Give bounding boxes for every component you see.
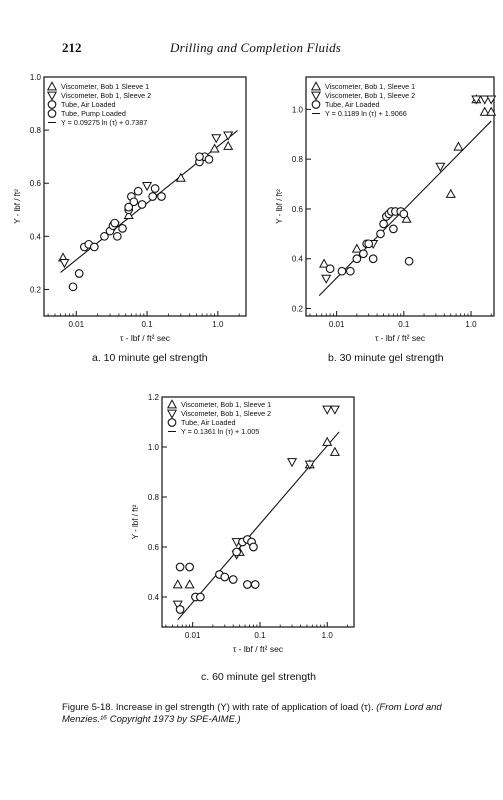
x-tick-label: 1.0 xyxy=(212,320,224,329)
data-point xyxy=(347,267,355,275)
data-point xyxy=(114,233,122,241)
figure-caption xyxy=(62,702,457,726)
legend-entry: Viscometer, Bob 1, Sleeve 1 xyxy=(181,400,272,409)
legend-entry: Y = 0.1361 ln (τ) + 1.005 xyxy=(181,427,260,436)
y-tick-label: 0.4 xyxy=(29,232,41,242)
chart-a xyxy=(13,73,246,343)
subcaption-c: c. 60 minute gel strength xyxy=(201,671,316,683)
caption-main: Figure 5-18. Increase in gel strength (Y) with rate of application of load (τ). xyxy=(62,702,374,713)
y-tick-label: 1.0 xyxy=(147,443,159,452)
data-point xyxy=(331,448,339,456)
legend-marker xyxy=(312,101,320,109)
data-point xyxy=(229,576,237,584)
legend-marker xyxy=(168,410,176,418)
data-point xyxy=(369,255,377,263)
data-point xyxy=(377,230,385,238)
data-point xyxy=(134,187,142,195)
y-tick-label: 0.4 xyxy=(291,254,303,264)
data-point xyxy=(405,257,413,265)
legend-entry: Viscometer, Bob 1, Sleeve 2 xyxy=(325,91,416,100)
data-point xyxy=(111,219,119,227)
page-number: 212 xyxy=(62,40,82,55)
data-point xyxy=(69,283,77,291)
x-tick-label: 0.01 xyxy=(68,320,85,329)
data-point xyxy=(365,240,373,248)
x-tick-label: 1.0 xyxy=(465,320,477,329)
data-point xyxy=(177,174,185,182)
data-point xyxy=(251,581,259,589)
x-tick-label: 0.1 xyxy=(254,631,266,640)
y-tick-label: 1.0 xyxy=(29,73,41,82)
caption-source: (From Lord and Menzies.¹⁶ Copyright 1973 by SPE-AIME.) xyxy=(62,702,442,725)
data-point xyxy=(326,265,334,273)
data-point xyxy=(205,156,213,164)
data-point xyxy=(196,153,204,161)
data-point xyxy=(353,255,361,263)
y-tick-label: 0.2 xyxy=(291,304,303,314)
x-tick-label: 0.01 xyxy=(328,320,345,329)
y-tick-label: 0.8 xyxy=(147,493,159,502)
legend-entry: Y = 0.1189 ln (τ) + 1.9066 xyxy=(325,109,407,118)
data-point xyxy=(75,270,83,278)
data-point xyxy=(151,185,159,193)
data-point xyxy=(331,406,339,414)
data-point xyxy=(91,243,99,251)
legend-entry: Tube, Air Loaded xyxy=(61,100,116,109)
data-point xyxy=(176,563,184,571)
data-point xyxy=(244,581,252,589)
running-title: Drilling and Completion Fluids xyxy=(170,40,342,55)
data-point xyxy=(138,201,146,209)
data-point xyxy=(174,580,182,588)
subcaption-a: a. 10 minute gel strength xyxy=(92,352,208,364)
data-point xyxy=(380,220,388,228)
y-tick-label: 0.6 xyxy=(291,204,303,214)
chart-b xyxy=(275,77,495,343)
chart-c xyxy=(131,393,354,654)
legend-marker xyxy=(48,92,56,100)
x-axis-label: τ - lbf / ft² sec xyxy=(232,644,284,654)
data-point xyxy=(390,225,398,233)
data-point xyxy=(250,543,258,551)
legend-marker xyxy=(48,82,56,90)
data-point xyxy=(176,606,184,614)
legend-entry: Viscometer, Bob 1 Sleeve 1 xyxy=(61,82,150,91)
x-tick-label: 0.1 xyxy=(141,320,153,329)
data-point xyxy=(400,210,408,218)
data-point xyxy=(186,563,194,571)
data-point xyxy=(224,142,232,150)
y-axis-label: Y - lbf / ft² xyxy=(131,504,140,540)
data-point xyxy=(322,275,330,283)
data-point xyxy=(323,406,331,414)
legend-marker xyxy=(312,82,320,90)
y-axis-label: Y - lbf / ft² xyxy=(275,189,284,224)
data-point xyxy=(158,193,166,201)
legend-marker xyxy=(48,110,56,118)
y-tick-label: 0.4 xyxy=(147,593,159,602)
y-tick-label: 1.0 xyxy=(291,105,303,115)
y-tick-label: 1.2 xyxy=(147,393,159,402)
y-tick-label: 0.6 xyxy=(29,179,41,189)
data-point xyxy=(210,145,218,153)
legend-entry: Viscometer, Bob 1, Sleeve 2 xyxy=(61,91,152,100)
data-point xyxy=(197,593,205,601)
x-axis-label: τ - lbf / ft² sec xyxy=(119,333,171,343)
x-axis-label: τ - lbf / ft² sec xyxy=(374,333,426,343)
legend-marker xyxy=(168,419,176,427)
data-point xyxy=(125,203,133,211)
data-point xyxy=(447,190,455,198)
legend-entry: Tube, Air Loaded xyxy=(325,100,380,109)
legend-marker xyxy=(48,101,56,109)
x-tick-label: 0.01 xyxy=(184,631,201,640)
data-point xyxy=(288,459,296,467)
y-tick-label: 0.8 xyxy=(291,155,303,165)
y-tick-label: 0.6 xyxy=(147,543,159,552)
data-point xyxy=(233,548,241,556)
data-point xyxy=(185,580,193,588)
legend-entry: Tube, Air Loaded xyxy=(181,418,236,427)
legend-marker xyxy=(312,92,320,100)
legend-marker xyxy=(168,400,176,408)
data-point xyxy=(143,183,151,191)
legend-entry: Viscometer, Bob 1, Sleeve 1 xyxy=(325,82,416,91)
y-axis-label: Y - lbf / ft² xyxy=(13,189,22,224)
x-tick-label: 0.1 xyxy=(398,320,410,329)
data-point xyxy=(353,245,361,253)
data-point xyxy=(454,143,462,151)
legend-entry: Y = 0.09275 ln (τ) + 0.7387 xyxy=(61,118,148,127)
data-point xyxy=(149,193,157,201)
x-tick-label: 1.0 xyxy=(321,631,333,640)
data-point xyxy=(221,573,229,581)
subcaption-b: b. 30 minute gel strength xyxy=(328,352,444,364)
y-tick-label: 0.8 xyxy=(29,126,41,136)
legend-entry: Tube, Pump Loaded xyxy=(61,109,126,118)
data-point xyxy=(119,225,127,233)
fit-line xyxy=(178,432,339,620)
legend-entry: Viscometer, Bob 1, Sleeve 2 xyxy=(181,409,272,418)
data-point xyxy=(60,260,68,268)
y-tick-label: 0.2 xyxy=(29,285,41,295)
data-point xyxy=(212,135,220,143)
data-point xyxy=(360,250,368,258)
data-point xyxy=(338,267,346,275)
